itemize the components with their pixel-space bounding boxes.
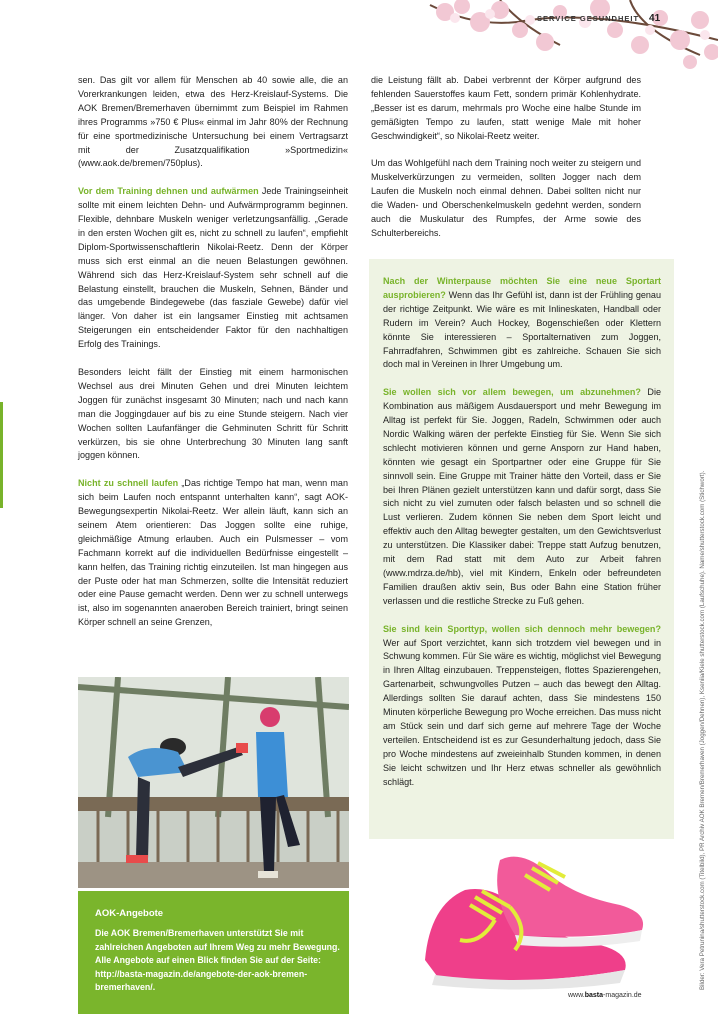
paragraph: sen. Das gilt vor allem für Menschen ab 40 sowie alle, die an Vorerkrankungen leiden, etwa des Herz-Kreislauf-Systems. Die AOK Bremen/Bremerhaven übernimmt zum Beispiel im Rahmen ihres Programms »750 € Plus« einmal im Jahr 80% der Rechnung für eine sportmedizinische Untersuchung bei einem Vertragsarzt mit der Zusatzqualifikation »Sportmedizin« (www.aok.de/bremen/750plus). — [78, 75, 348, 169]
joggers-stretching-photo — [78, 677, 349, 888]
paragraph-text: Wenn das Ihr Gefühl ist, dann ist der Frühling genau der richtige Zeitpunkt. Wie wäre es mit Inlineskaten, Handball oder Rudern im Verein? Auch Hockey, Bogenschießen oder Klettern könnte Sie interessieren – Sportalternativen zum Joggen, Fahrradfahren, Schwimmen gibt es zahlreiche. Schauen Sie sich doch mal in Vereinen in Ihrer Umgebung um. — [383, 289, 661, 370]
side-accent-bar — [0, 402, 3, 508]
image-credits: Bilder: Vera Petrunina/shutterstock.com (Titelbild), PR Archiv AOK Bremen/Bremerhaven (Joggen/Dehnen), Kseniia/Kiele shutterstock.com (Laufschuhe). Name/shutterstock.com (Stichwort). — [699, 470, 706, 990]
paragraph — [78, 477, 348, 630]
paragraph — [78, 185, 348, 352]
aok-offers-text: Die AOK Bremen/Bremerhaven unterstützt Sie mit zahlreichen Angeboten auf Ihrem Weg zu mehr Bewegung. Alle Angebote auf einen Blick finden Sie auf der Seite: http://basta-magazin.de/angebote-der-aok-bremen-bremerhaven/. — [95, 928, 340, 993]
paragraph: Besonders leicht fällt der Einstieg mit einem harmonischen Wechsel aus drei Minuten Gehen und drei Minuten leichtem Joggen für zunächst insgesamt 30 Minuten; nach und nach kann man die Joggingdauer auf bis zu eine Stunde steigern. Nach vier Wochen sollten Laufanfänger die Gehminuten Schritt für Schritt verkürzen, bis sie ohne Unterbrechung 30 Minuten lang sanft joggen können. — [78, 367, 348, 461]
subheading: Sie sind kein Sporttyp, wollen sich dennoch mehr bewegen? — [383, 623, 661, 634]
tips-box-text — [383, 275, 661, 803]
url-prefix: www. — [568, 992, 585, 999]
article-column-1 — [78, 74, 348, 644]
subheading: Sie wollen sich vor allem bewegen, um abzunehmen? — [383, 387, 641, 398]
url-brand: basta — [584, 992, 604, 999]
magazine-url — [568, 992, 642, 999]
aok-offers-box — [78, 891, 349, 1014]
subheading: Nach der Winterpause möchten Sie eine neue Sportart ausprobieren? — [383, 276, 661, 300]
subheading: Nicht zu schnell laufen — [78, 478, 179, 489]
aok-offers-title: AOK-Angebote — [95, 908, 164, 919]
paragraph-text: Die Kombination aus mäßigem Ausdauersport und mehr Bewegung im Alltag ist perfekt für Sie. Joggen, Radeln, Schwimmen oder auch Nordic Walking wären der perfekte Einstieg für Sie. Wenn Sie sich schlecht motivieren können und gerne Ansporn zur Hand haben, könnten wie gesagt ein Sportpartner oder eine Gruppe für Sie sinnvoll sein. Eine Gruppe mit Trainer hätte den Vorteil, dass er Sie bei Ihren Plänen gezielt unterstützen kann und dafür sorgt, dass Sie sich nicht zu viel zumuten oder falsch belasten und so schnell die Lust verlieren. Zudem können Sie neben dem Sport leicht und effektiv auch den Alltag bewegter gestalten, um den Gewichtsverlust zu unterstützen. Die Klassiker dabei: Treppe statt Aufzug benutzen, mit dem Rad statt mit dem Auto zur Arbeit fahren (www.mdrza.de/hb), viel mit Kindern, Enkeln oder befreundeten Familien draußen aktiv sein, Bus oder Bahn eine Station früher verlassen und die restliche Strecke zu Fuß gehen. — [383, 387, 661, 606]
paragraph: die Leistung fällt ab. Dabei verbrennt der Körper aufgrund des fehlenden Sauerstoffes kaum Fett, sondern primär Kohlenhydrate. „Besser ist es darum, mehrmals pro Woche eine halbe Stunde im gemäßigten Tempo zu laufen, statt wenige Male mit hoher Geschwindigkeit“, so Nikolai-Reetz weiter. — [371, 75, 641, 141]
paragraph: Um das Wohlgefühl nach dem Training noch weiter zu steigern und Muskelverkürzungen zu vermeiden, sollten Jogger nach dem Laufen die Muskeln noch einmal dehnen. Dabei sollten nicht nur die Waden- und Oberschenkelmuskeln gedehnt werden, sondern auch die Muskulatur des Rumpfes, der Arme sowie des Schulterbereichs. — [371, 158, 641, 238]
paragraph-text: Wer auf Sport verzichtet, kann sich trotzdem viel bewegen und in Schwung kommen. Für Sie wäre es wichtig, möglichst viel Bewegung in Ihren Alltag einzubauen. Treppensteigen, flottes Spazierengehen, Gartenarbeit, schwungvolles Putzen – auch das bewegt den Alltag. Allerdings sollten Sie darauf achten, dass Sie mindestens 150 Minuten körperliche Bewegung pro Woche erreichen. Das muss nicht am Stück sein und darf sich gerne auf mehrere Tage der Woche verteilen. Entscheidend ist es zur Gesunderhaltung jedoch, dass Sie pro Woche mindestens auf zweieinhalb Stunden kommen, in denen Sie leicht schwitzen und Ihr Herz etwas schneller als gewöhnlich schlägt. — [383, 637, 661, 787]
running-shoes-image — [420, 835, 650, 995]
url-suffix: -magazin.de — [603, 992, 642, 999]
paragraph — [383, 623, 661, 790]
paragraph — [383, 386, 661, 609]
cherry-blossom-decoration — [0, 0, 718, 80]
subheading: Vor dem Training dehnen und aufwärmen — [78, 186, 259, 197]
paragraph-text: Jede Trainingseinheit sollte mit einem leichten Dehn- und Aufwärmprogramm beginnen. Flexible, dehnbare Muskeln weniger verletzungsanfällig. „Gerade in den ersten Wochen gilt es, nicht zu schnell zu laufen“, empfiehlt Diplom-Sportwissenschaftlerin Nikolai-Reetz. Denn der Körper muss sich erst einmal an die neuen Belastungen gewöhnen. Während sich das Herz-Kreislauf-System sehr schnell auf die Belastung einstellt, brauchen die Muskeln, Sehnen, Bänder und das umgebende Bindegewebe (das fasziale Gewebe) dafür viel länger. Von daher ist ein langsamer Einstieg mit achtsamen Steigerungen ein entscheidender Faktor für den nachhaltigen Erfolg des Trainings. — [78, 186, 348, 350]
page-number: 41 — [649, 13, 661, 24]
paragraph — [383, 275, 661, 372]
paragraph-text: „Das richtige Tempo hat man, wenn man sich beim Laufen noch entspannt unterhalten kann“, sagt AOK-Bewegungsexpertin Nikolai-Reetz. Wer allein läuft, kann sich an seinem Atem orientieren: Das Joggen sollte eine ruhige, gleichmäßige Atmung erlauben. Auch ein Pulsmesser – vom Fachmann korrekt auf die individuellen Bedürfnisse eingestellt – kann helfen, das Training richtig einzuteilen. Ist man hingegen aus der Puste oder hat man Schmerzen, sollte die Intensität reduziert oder eine Pause gemacht werden. Denn wer zu schnell unterwegs ist, also im sogenannten anaeroben Bereich trainiert, bringt seinen Körper schnell an seine Grenzen, — [78, 478, 348, 628]
article-column-2 — [371, 74, 641, 255]
section-label: SERVICE GESUNDHEIT — [537, 14, 640, 23]
page-header — [537, 13, 660, 27]
